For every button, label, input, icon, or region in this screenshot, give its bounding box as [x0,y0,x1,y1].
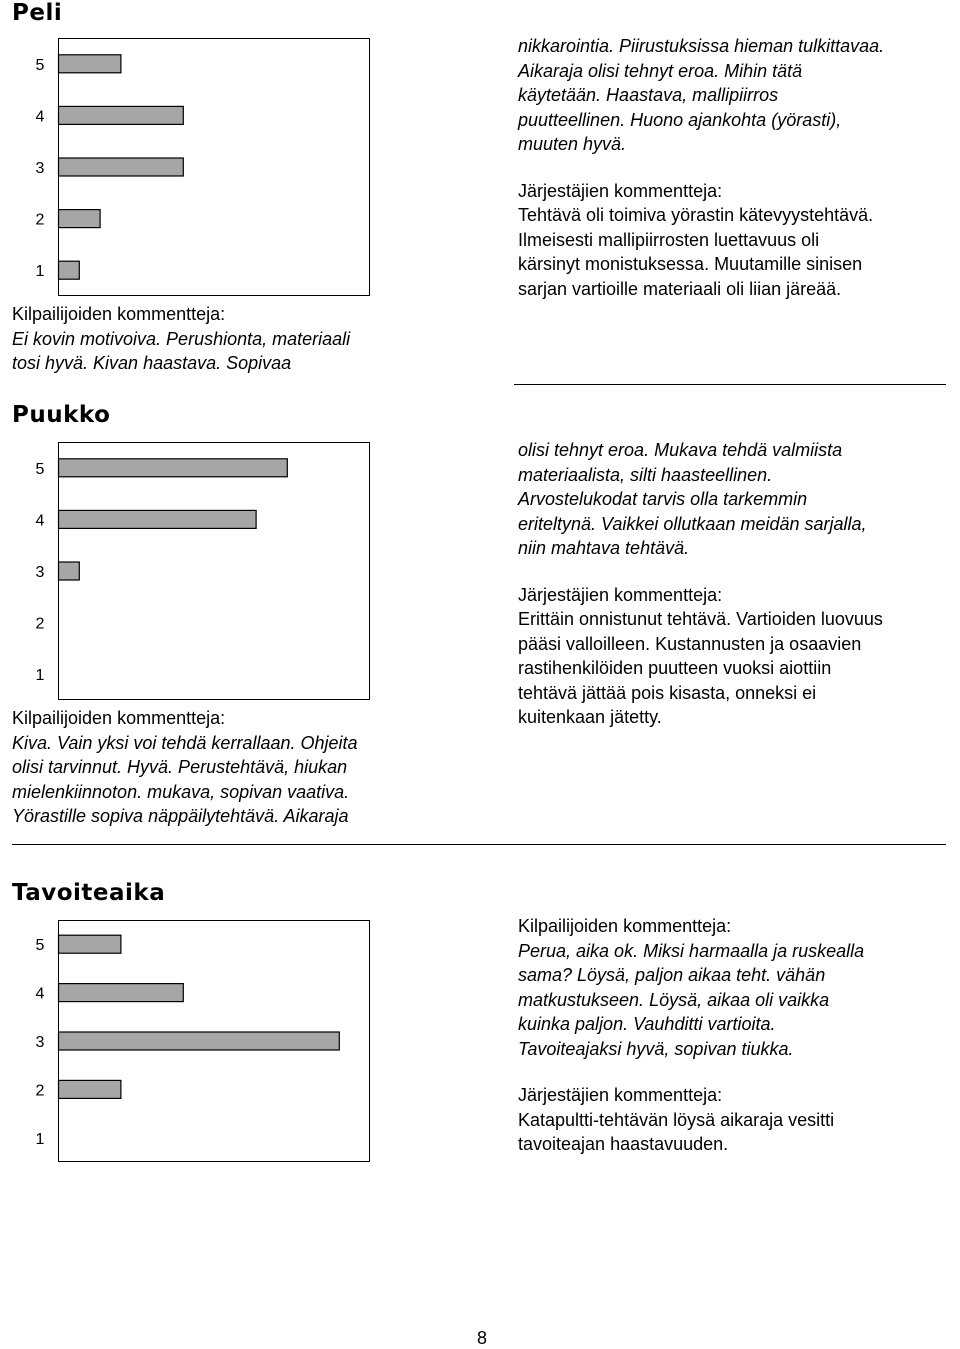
section-heading-peli: Peli [12,0,63,26]
page-number: 8 [477,1328,488,1348]
chart-puukko [14,440,372,702]
y-tick-label: 1 [35,1130,45,1148]
section-divider [514,384,946,385]
competitor-comments-puukko [12,706,358,829]
organizer-comments-label: Järjestäjien kommentteja: [518,1085,723,1105]
y-tick-label: 4 [35,108,45,126]
y-tick-label: 1 [35,263,45,281]
y-tick-label: 4 [35,985,45,1003]
comment-line: eriteltynä. Vaikkei ollutkaan meidän sarjalla, [518,513,867,534]
comment-line: Tavoiteajaksi hyvä, sopivan tiukka. [518,1038,794,1059]
y-tick-label: 3 [35,564,45,581]
organizer-comment-line: tavoiteajan haastavuuden. [518,1134,729,1154]
organizer-comment-line: Erittäin onnistunut tehtävä. Vartioiden luovuus [518,609,883,629]
bar [59,935,121,953]
competitor-comments-label: Kilpailijoiden kommentteja: [12,304,226,324]
section-heading-puukko: Puukko [12,402,111,428]
bar [59,261,80,279]
comment-line: käytetään. Haastava, mallipiirros [518,85,779,105]
y-tick-label: 4 [35,512,45,530]
organizer-comments-label: Järjestäjien kommentteja: [518,584,723,605]
organizer-comment-line: kärsinyt monistuksessa. Muutamille sinisen [518,254,863,274]
organizer-comment-line: Katapultti-tehtävän löysä aikaraja vesitti [518,1109,835,1130]
y-tick-label: 5 [35,56,45,74]
comment-line: Arvostelukodat tarvis olla tarkemmin [518,489,808,509]
comment-line: mielenkiinnoton. mukava, sopivan vaativa. [12,781,350,802]
bar [59,210,101,228]
y-tick-label: 1 [35,667,45,685]
organizer-comment-line: Tehtävä oli toimiva yörastin kätevyystehtävä. [518,205,874,225]
comment-line: olisi tehnyt eroa. Mukava tehdä valmiista [518,440,843,460]
competitor-comments-label: Kilpailijoiden kommentteja: [12,708,226,728]
comment-line: kuinka paljon. Vauhditti vartioita. [518,1014,776,1034]
bar [59,1080,121,1098]
comment-line: muuten hyvä. [518,134,627,154]
y-tick-label: 2 [35,1082,45,1100]
organizer-comment-line: pääsi valloilleen. Kustannusten ja osaavien [518,633,862,654]
competitor-comments-peli [12,302,350,376]
organizer-comment-line: Ilmeisesti mallipiirrosten luettavuus oli [518,229,820,250]
organizer-comment-line: rastihenkilöiden puutteen vuoksi aiottiin [518,658,832,678]
bar [59,106,184,124]
comment-line: tosi hyvä. Kivan haastava. Sopivaa [12,353,292,373]
chart-tavoiteaika [14,918,372,1164]
comment-line: Perua, aika ok. Miksi harmaalla ja ruskealla [518,940,865,961]
y-tick-label: 3 [35,160,45,177]
y-tick-label: 5 [35,460,45,478]
section-divider [12,844,946,845]
bar [59,510,257,528]
comment-line: nikkarointia. Piirustuksissa hieman tulkittavaa. [518,36,885,56]
comment-line: sama? Löysä, paljon aikaa teht. vähän [518,965,826,985]
comment-line: puutteellinen. Huono ajankohta (yörasti), [518,109,842,130]
comment-line: niin mahtava tehtävä. [518,538,690,558]
section-heading-tavoiteaika: Tavoiteaika [12,880,166,906]
comment-line: Kiva. Vain yksi voi tehdä kerrallaan. Ohjeita [12,732,358,753]
y-tick-label: 5 [35,937,45,955]
comment-line: olisi tarvinnut. Hyvä. Perustehtävä, hiukan [12,757,348,777]
chart-peli [14,36,372,298]
y-tick-label: 3 [35,1034,45,1051]
bar [59,158,184,176]
y-tick-label: 2 [35,615,45,633]
bar [59,562,80,580]
comment-line: matkustukseen. Löysä, aikaa oli vaikka [518,989,830,1010]
comments-right-tavoiteaika [518,914,864,1157]
comment-line: Aikaraja olisi tehnyt eroa. Mihin tätä [518,60,803,81]
comment-line: Ei kovin motivoiva. Perushionta, materiaali [12,328,351,349]
bar [59,55,121,73]
bar [59,459,288,477]
organizer-comment-line: tehtävä jättää pois kisasta, onneksi ei [518,682,817,703]
competitor-comments-label: Kilpailijoiden kommentteja: [518,916,732,936]
comment-line: materiaalista, silti haasteellinen. [518,464,773,485]
bar [59,1032,340,1050]
comment-line: Yörastille sopiva näppäilytehtävä. Aikaraja [12,806,349,826]
y-tick-label: 2 [35,211,45,229]
bar [59,984,184,1002]
comments-right-puukko [518,438,883,730]
organizer-comments-label: Järjestäjien kommentteja: [518,180,723,201]
plot-frame [59,443,370,700]
comments-right-peli [518,34,884,301]
organizer-comment-line: kuitenkaan jätetty. [518,707,662,727]
organizer-comment-line: sarjan vartioille materiaali oli liian järeää. [518,278,842,299]
